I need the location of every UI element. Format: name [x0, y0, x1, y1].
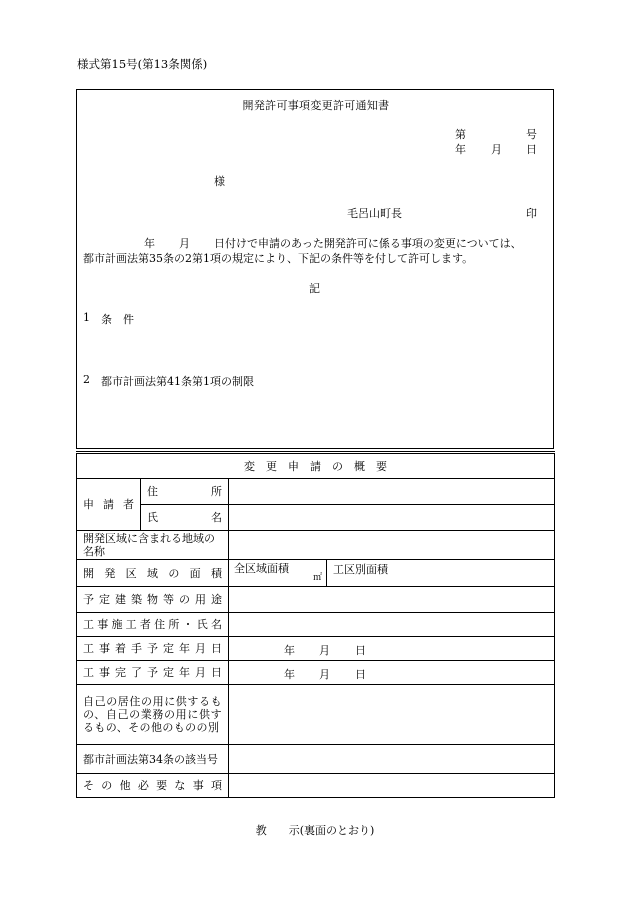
body-line2: 都市計画法第35条の2第1項の規定により、下記の条件等を付して許可します。 — [83, 252, 474, 265]
total-area-cell[interactable] — [229, 560, 327, 586]
area-name-label: 開発区域に含まれる地域の名称 — [77, 531, 229, 560]
start-year-label: 年 — [284, 644, 295, 657]
body-year: 年 — [144, 237, 155, 250]
area-size-label: 開発区域の面積 — [77, 560, 229, 587]
form-number: 様式第15号(第13条関係) — [77, 57, 208, 71]
item2-label: 都市計画法第41条第1項の制限 — [101, 375, 254, 388]
completion-month-label: 月 — [319, 668, 330, 681]
item2-number: 2 — [83, 373, 90, 386]
start-date-label: 工事着手予定年月日 — [77, 637, 229, 661]
other-label: その他必要な事項 — [77, 774, 229, 798]
document-title: 開発許可事項変更許可通知書 — [242, 99, 390, 112]
date-day-label: 日 — [526, 143, 537, 156]
completion-year-label: 年 — [284, 668, 295, 681]
number-prefix: 第 — [455, 128, 466, 141]
name-label: 氏名 — [141, 505, 229, 531]
item1-label: 条 件 — [101, 313, 134, 326]
use-type-label: 自己の居住の用に供するもの、自己の業務の用に供するもの、その他のものの別 — [77, 685, 229, 745]
change-summary-table — [76, 451, 555, 798]
completion-date-field[interactable] — [229, 661, 555, 685]
area-name-field[interactable] — [229, 531, 555, 560]
start-day-label: 日 — [355, 644, 366, 657]
ki-label: 記 — [309, 282, 320, 295]
total-area-label: 全区域面積 — [234, 562, 289, 575]
building-use-field[interactable] — [229, 587, 555, 613]
applicant-address-field[interactable] — [229, 479, 555, 505]
use-type-field[interactable] — [229, 685, 555, 745]
body-line1: 日付けで申請のあった開発許可に係る事項の変更については、 — [214, 237, 522, 250]
notice-box — [76, 89, 554, 449]
area-size-field[interactable] — [229, 560, 555, 587]
seal-mark: 印 — [526, 207, 537, 220]
completion-date-label: 工事完了予定年月日 — [77, 661, 229, 685]
other-field[interactable] — [229, 774, 555, 798]
item1-number: 1 — [83, 311, 90, 324]
date-month-label: 月 — [491, 143, 502, 156]
contractor-field[interactable] — [229, 613, 555, 637]
start-month-label: 月 — [319, 644, 330, 657]
applicant-label: 申請者 — [77, 479, 141, 531]
applicant-name-field[interactable] — [229, 505, 555, 531]
instruction-note: 教 示(裏面のとおり) — [255, 824, 375, 837]
building-use-label: 予定建築物等の用途 — [77, 587, 229, 613]
square-meter-unit: ㎡ — [312, 573, 322, 583]
article34-field[interactable] — [229, 745, 555, 774]
article34-label: 都市計画法第34条の該当号 — [77, 745, 229, 774]
summary-title: 変 更 申 請 の 概 要 — [77, 453, 555, 479]
address-label: 住所 — [141, 479, 229, 505]
zone-area-label: 工区別面積 — [333, 563, 388, 576]
start-date-field[interactable] — [229, 637, 555, 661]
body-month: 月 — [179, 237, 190, 250]
number-suffix: 号 — [526, 128, 537, 141]
date-year-label: 年 — [455, 143, 466, 156]
addressee-suffix: 様 — [214, 175, 225, 188]
contractor-label: 工事施工者住所・氏名 — [77, 613, 229, 637]
issuer-name: 毛呂山町長 — [347, 207, 402, 220]
completion-day-label: 日 — [355, 668, 366, 681]
